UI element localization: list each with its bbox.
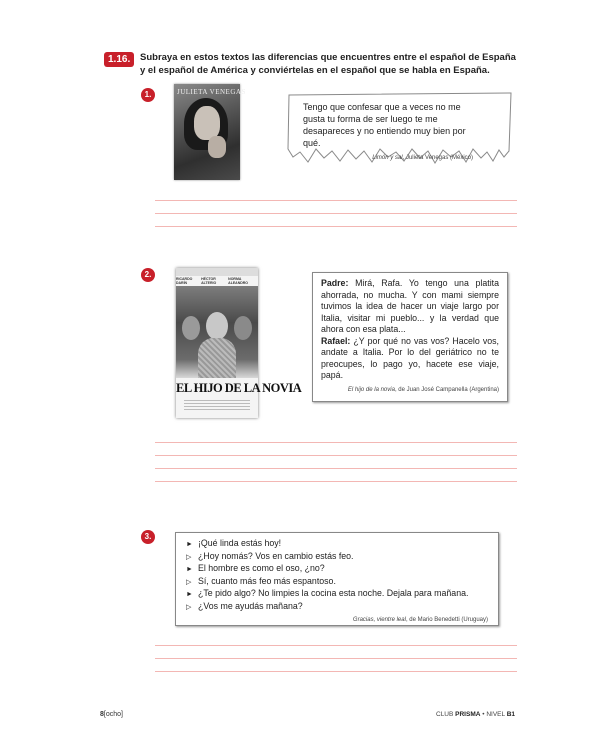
brand-separator: •	[482, 711, 485, 718]
album-cover-image	[174, 84, 246, 180]
poster-credits	[184, 400, 250, 412]
dialogue-text-padre: Mirá, Rafa. Yo tengo una platita ahorrada, no mucha. Y con mami siempre tuvimos la idea de hacer un viaje largo por Italia, visitar mi pueblo... y la verdad que ahora con esa plata...	[321, 278, 499, 334]
song-citation	[303, 152, 473, 164]
level-label: NIVEL	[486, 711, 505, 718]
speaker-b-marker-icon: ▷	[186, 553, 192, 561]
page-number	[100, 711, 123, 718]
section-2-number: 2.	[141, 268, 155, 282]
dialogue-line-text: ¡Qué linda estás hoy!	[198, 538, 282, 548]
dialogue-line	[186, 601, 488, 614]
poster-photo	[176, 286, 258, 378]
dialogue-line	[186, 563, 488, 576]
page-number-digit: 8	[100, 711, 104, 718]
exercise-instruction: Subraya en estos textos las diferencias que encuentres entre el español de España y el español de América y conviértelas en el español que se habla en España.	[140, 52, 516, 76]
dialogue-line-text: ¿Te pido algo? No limpies la cocina esta noche. Dejala para mañana.	[198, 588, 469, 598]
film-citation-title: El hijo de la novia	[347, 386, 395, 393]
poster-figure-left	[182, 316, 200, 340]
answer-lines-3[interactable]	[155, 645, 517, 684]
speaker-padre: Padre:	[321, 278, 349, 288]
section-3-number: 3.	[141, 530, 155, 544]
dialogue-line	[186, 588, 488, 601]
dialogue-line	[186, 551, 488, 564]
speaker-a-marker-icon: ►	[186, 541, 193, 548]
album-hand-shape	[208, 136, 226, 158]
poster-actor-2: HÉCTOR ALTERIO	[201, 277, 217, 285]
film-citation-author: , de Juan José Campanella (Argentina)	[394, 386, 499, 393]
album-face-shape	[194, 106, 220, 140]
book-citation	[186, 617, 488, 623]
section-1-number: 1.	[141, 88, 155, 102]
exercise-number-badge: 1.16.	[104, 52, 134, 67]
movie-poster-image	[176, 268, 302, 418]
dialogue-text-rafael: ¿Y por qué no vas vos? Hacelo vos, andate a Italia. Por lo del geriátrico no te preocupes, lo pago yo, hacete ese viaje, papá.	[321, 335, 499, 380]
speaker-a-marker-icon: ►	[186, 566, 193, 573]
answer-lines-1[interactable]	[155, 200, 517, 239]
album-title: JULIETA VENEGAS	[177, 88, 246, 96]
song-quote	[303, 101, 473, 164]
dialogue-line-text: Sí, cuanto más feo más espantoso.	[198, 575, 336, 586]
song-citation-title: Limón y sal	[372, 155, 403, 161]
dialogue-line	[186, 538, 488, 551]
poster-actor-1: RICARDO DARÍN	[176, 277, 193, 285]
speaker-b-marker-icon: ▷	[186, 578, 192, 586]
level-code: B1	[506, 711, 516, 718]
dialogue-box-film	[312, 272, 508, 402]
poster-figure-body	[198, 338, 236, 378]
brand-prefix: CLUB	[436, 711, 454, 718]
speaker-rafael: Rafael:	[321, 335, 351, 346]
page-number-word: [ocho]	[103, 711, 123, 718]
book-citation-author: , de Mario Benedetti (Uruguay)	[405, 617, 488, 623]
dialogue-box-book	[175, 532, 499, 626]
poster-figure-center	[206, 312, 228, 340]
poster-banner	[176, 268, 258, 276]
dialogue-line	[186, 576, 488, 589]
dialogue-line-text: ¿Hoy nomás? Vos en cambio estás feo.	[198, 550, 354, 561]
song-citation-author: , Julieta Venegas (México)	[402, 155, 473, 161]
song-quote-text: Tengo que confesar que a veces no me gusta tu forma de ser luego te me desapareces y no entiendo muy bien por qué.	[303, 102, 466, 148]
poster-figure-right	[234, 316, 252, 340]
book-citation-title: Gracias, vientre leal	[352, 617, 406, 623]
book-brand	[436, 711, 515, 718]
answer-lines-2[interactable]	[155, 442, 517, 494]
brand-name: PRISMA	[455, 711, 481, 718]
speaker-a-marker-icon: ►	[186, 591, 193, 598]
poster-title: EL HIJO DE LA NOVIA	[176, 381, 302, 395]
dialogue-paragraph-1	[321, 278, 499, 336]
poster-actor-names	[176, 277, 258, 285]
poster-actor-3: NORMA ALEANDRO	[228, 277, 249, 285]
dialogue-line-text: ¿Vos me ayudás mañana?	[198, 600, 303, 611]
film-citation	[321, 387, 499, 393]
dialogue-line-text: El hombre es como el oso, ¿no?	[198, 563, 325, 573]
dialogue-paragraph-2	[321, 336, 499, 382]
speaker-b-marker-icon: ▷	[186, 603, 192, 611]
